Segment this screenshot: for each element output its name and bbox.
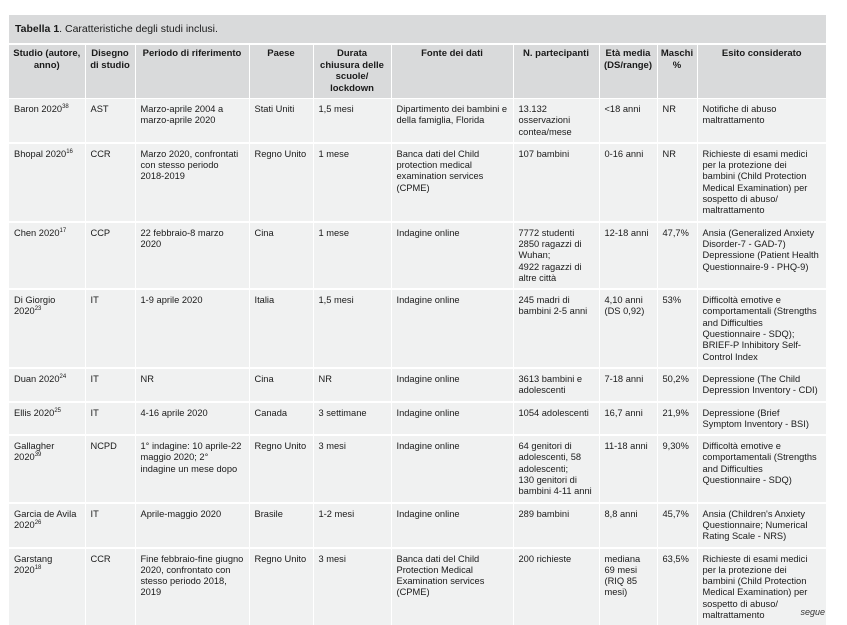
table-cell: Regno Unito <box>249 548 313 625</box>
reference-number: 39 <box>34 452 42 459</box>
table-cell: Regno Unito <box>249 143 313 222</box>
table-cell: 63,5% <box>657 548 697 625</box>
column-header: Paese <box>249 45 313 99</box>
column-header: Studio (autore, anno) <box>9 45 85 99</box>
table-cell: Stati Uniti <box>249 99 313 143</box>
table-cell: NCPD <box>85 435 135 502</box>
table-cell: 9,30% <box>657 435 697 502</box>
table-cell: Cina <box>249 222 313 289</box>
table-row <box>9 289 826 368</box>
study-author-cell <box>9 222 85 289</box>
reference-number: 17 <box>59 227 67 234</box>
column-header: Fonte dei dati <box>391 45 513 99</box>
continued-note: segue <box>800 607 825 617</box>
table-cell: 4-16 aprile 2020 <box>135 402 249 436</box>
column-header: N. partecipanti <box>513 45 599 99</box>
table-cell: 45,7% <box>657 503 697 548</box>
studies-table <box>9 45 826 625</box>
table-cell: Marzo-aprile 2004 a marzo-aprile 2020 <box>135 99 249 143</box>
table-cell: Notifiche di abuso maltrattamento <box>697 99 826 143</box>
study-author-cell <box>9 368 85 402</box>
table-cell: 16,7 anni <box>599 402 657 436</box>
table-cell: 1 mese <box>313 143 391 222</box>
table-cell: Cina <box>249 368 313 402</box>
table-cell: 3 mesi <box>313 548 391 625</box>
study-author-cell <box>9 402 85 436</box>
table-row <box>9 435 826 502</box>
study-author-cell <box>9 503 85 548</box>
study-author: Bhopal 2020 <box>14 148 67 159</box>
table-cell: 12-18 anni <box>599 222 657 289</box>
table-cell: Marzo 2020, confrontati con stesso periodo 2018-2019 <box>135 143 249 222</box>
study-author: Di Giorgio 2020 <box>14 295 56 317</box>
reference-number: 25 <box>54 407 61 414</box>
table-cell: Indagine online <box>391 222 513 289</box>
table-cell: Ansia (Children's Anxiety Questionnaire; Numerical Rating Scale - NRS) <box>697 503 826 548</box>
table-cell: Regno Unito <box>249 435 313 502</box>
table-cell: CCP <box>85 222 135 289</box>
table-cell: mediana 69 mesi (RIQ 85 mesi) <box>599 548 657 625</box>
table-row <box>9 402 826 436</box>
study-author-cell <box>9 435 85 502</box>
table-cell: IT <box>85 368 135 402</box>
table-cell: NR <box>657 99 697 143</box>
table-cell: <18 anni <box>599 99 657 143</box>
table-cell: IT <box>85 503 135 548</box>
table-cell: 1054 adolescenti <box>513 402 599 436</box>
table-cell: 50,2% <box>657 368 697 402</box>
table-cell: Canada <box>249 402 313 436</box>
reference-number: 24 <box>59 373 67 380</box>
table-cell: 1 mese <box>313 222 391 289</box>
table-cell: Richieste di esami medici per la protezione dei bambini (Child Protection Medical Examination) per sospetto di abuso/ maltrattamento <box>697 143 826 222</box>
table-cell: 3 mesi <box>313 435 391 502</box>
table-row <box>9 222 826 289</box>
table-row <box>9 99 826 143</box>
table-cell: Aprile-maggio 2020 <box>135 503 249 548</box>
table-cell: 107 bambini <box>513 143 599 222</box>
table-cell: 3 settimane <box>313 402 391 436</box>
study-author: Duan 2020 <box>14 373 60 384</box>
table-cell: 4,10 anni (DS 0,92) <box>599 289 657 368</box>
table-cell: 289 bambini <box>513 503 599 548</box>
caption-label: Tabella 1 <box>15 23 60 35</box>
table-cell: IT <box>85 402 135 436</box>
table-cell: NR <box>313 368 391 402</box>
column-header: Periodo di riferimento <box>135 45 249 99</box>
table-cell: Fine febbraio-fine giugno 2020, confrontato con stesso periodo 2018, 2019 <box>135 548 249 625</box>
table-cell: 7-18 anni <box>599 368 657 402</box>
table-cell: 64 genitori di adolescenti, 58 adolescenti; 130 genitori di bambini 4-11 anni <box>513 435 599 502</box>
table-cell: 11-18 anni <box>599 435 657 502</box>
table-row <box>9 368 826 402</box>
table-cell: 0-16 anni <box>599 143 657 222</box>
reference-number: 26 <box>34 519 42 526</box>
table-cell: 7772 studenti 2850 ragazzi di Wuhan; 4922 ragazzi di altre città <box>513 222 599 289</box>
study-author-cell <box>9 548 85 625</box>
table-cell: 1,5 mesi <box>313 99 391 143</box>
table-cell: 53% <box>657 289 697 368</box>
table-cell: Dipartimento dei bambini e della famiglia, Florida <box>391 99 513 143</box>
table-cell: 8,8 anni <box>599 503 657 548</box>
table-cell: Indagine online <box>391 368 513 402</box>
table-cell: AST <box>85 99 135 143</box>
study-author: Baron 2020 <box>14 104 63 114</box>
column-header: Maschi % <box>657 45 697 99</box>
table-cell: Banca dati del Child Protection Medical Examination services (CPME) <box>391 548 513 625</box>
reference-number: 23 <box>34 306 42 313</box>
table-caption <box>9 15 826 45</box>
table-cell: 22 febbraio-8 marzo 2020 <box>135 222 249 289</box>
table-cell: 1° indagine: 10 aprile-22 maggio 2020; 2° indagine un mese dopo <box>135 435 249 502</box>
table-cell: Richieste di esami medici per la protezione dei bambini (Child Protection Medical Examination) per sospetto di abuso/ maltrattamento <box>697 548 826 625</box>
study-author: Ellis 2020 <box>14 407 55 418</box>
table-cell: 21,9% <box>657 402 697 436</box>
table-cell: 1-2 mesi <box>313 503 391 548</box>
table-cell: CCR <box>85 143 135 222</box>
table-cell: IT <box>85 289 135 368</box>
table-cell: Indagine online <box>391 289 513 368</box>
table-cell: Banca dati del Child protection medical examination services (CPME) <box>391 143 513 222</box>
table-cell: 1-9 aprile 2020 <box>135 289 249 368</box>
column-header: Disegno di studio <box>85 45 135 99</box>
table-cell: 13.132 osservazioni contea/mese <box>513 99 599 143</box>
header-row <box>9 45 826 99</box>
reference-number: 38 <box>62 103 69 110</box>
table-body <box>9 99 826 625</box>
table-row <box>9 143 826 222</box>
study-author: Chen 2020 <box>14 227 60 238</box>
table-cell: Indagine online <box>391 503 513 548</box>
table-cell: 200 richieste <box>513 548 599 625</box>
table-cell: Depressione (Brief Symptom Inventory - BSI) <box>697 402 826 436</box>
table-cell: Indagine online <box>391 435 513 502</box>
study-author: Garstang 2020 <box>14 553 53 575</box>
study-author-cell <box>9 99 85 143</box>
study-author-cell <box>9 143 85 222</box>
table-cell: CCR <box>85 548 135 625</box>
study-author: Garcia de Avila 2020 <box>14 508 77 530</box>
table-cell: NR <box>135 368 249 402</box>
table-row <box>9 503 826 548</box>
table-cell: Indagine online <box>391 402 513 436</box>
caption-text: . Caratteristiche degli studi inclusi. <box>59 23 218 35</box>
table-cell: 47,7% <box>657 222 697 289</box>
table-cell: 3613 bambini e adolescenti <box>513 368 599 402</box>
table-cell: Difficoltà emotive e comportamentali (Strengths and Difficulties Questionnaire - SDQ) <box>697 435 826 502</box>
reference-number: 16 <box>66 148 73 155</box>
table-cell: Italia <box>249 289 313 368</box>
table-cell: 245 madri di bambini 2-5 anni <box>513 289 599 368</box>
column-header: Durata chiusura delle scuole/ lockdown <box>313 45 391 99</box>
table-cell: Ansia (Generalized Anxiety Disorder-7 - GAD-7) Depressione (Patient Health Questionnaire-9 - PHQ-9) <box>697 222 826 289</box>
study-author-cell <box>9 289 85 368</box>
table-container <box>9 15 826 625</box>
table-cell: Difficoltà emotive e comportamentali (Strengths and Difficulties Questionnaire - SDQ); BRIEF-P Inhibitory Self-Control Index <box>697 289 826 368</box>
table-cell: Brasile <box>249 503 313 548</box>
study-author: Gallagher 2020 <box>14 441 55 463</box>
table-cell: Depressione (The Child Depression Inventory - CDI) <box>697 368 826 402</box>
column-header: Età media (DS/range) <box>599 45 657 99</box>
table-row <box>9 548 826 625</box>
reference-number: 18 <box>34 564 42 571</box>
column-header: Esito considerato <box>697 45 826 99</box>
table-cell: 1,5 mesi <box>313 289 391 368</box>
table-cell: NR <box>657 143 697 222</box>
